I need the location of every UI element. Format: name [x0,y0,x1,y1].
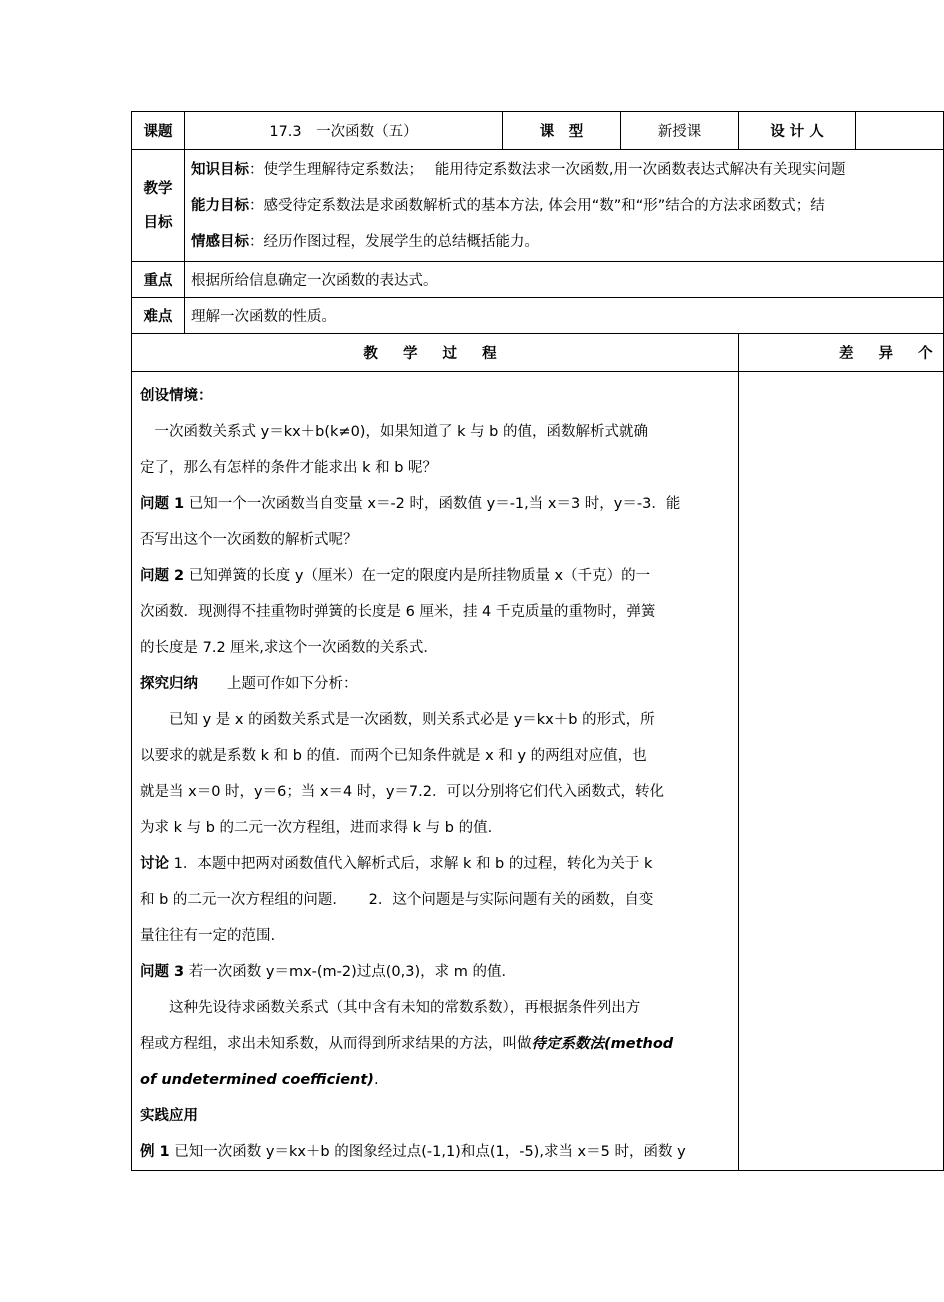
topic-label: 课题 [132,112,185,150]
discuss-line1: 1．本题中把两对函数值代入解析式后，求解 k 和 b 的过程，转化为关于 k [169,856,653,872]
ability-title: 能力目标 [191,197,249,214]
difficulty-row [132,298,944,334]
explore [140,666,730,702]
key-point-text: 根据所给信息确定一次函数的表达式。 [185,262,944,298]
emotion-text: ：经历作图过程，发展学生的总结概括能力。 [249,233,539,250]
emotion-title: 情感目标 [191,233,249,250]
knowledge-title: 知识目标 [191,161,249,178]
q2-title: 问题 2 [140,568,185,584]
analysis-line1: 已知 y 是 x 的函数关系式是一次函数，则关系式必是 y＝kx＋b 的形式，所 [140,712,655,728]
q1-title: 问题 1 [140,496,185,512]
ex1-title: 例 1 [140,1144,170,1160]
objectives-label-line2: 目标 [143,214,173,231]
objectives-label [132,150,185,262]
q3-title: 问题 3 [140,964,185,980]
method-line2 [140,1026,730,1062]
key-point-row [132,262,944,298]
topic-value: 17.3 一次函数（五） [185,112,503,150]
question-3 [140,954,730,990]
key-point-label: 重点 [132,262,185,298]
diff-header: 差 异 个 [739,334,944,372]
designer-value [856,112,944,150]
example-1 [140,1134,730,1170]
difficulty-text: 理解一次函数的性质。 [185,298,944,334]
header-row [132,112,944,150]
intro-line1: 一次函数关系式 y＝kx＋b(k≠0)，如果知道了 k 与 b 的值，函数解析式就确 [140,424,648,440]
q1-line1: 已知一个一次函数当自变量 x＝-2 时，函数值 y＝-1,当 x＝3 时，y＝-3．能 [184,496,681,512]
ability-text: ：感受待定系数法是求函数解析式的基本方法, 体会用“数”和“形”结合的方法求函数式；结 [249,197,825,214]
knowledge-objective [191,152,943,188]
q3-line1: 若一次函数 y＝mx-(m-2)过点(0,3)，求 m 的值． [184,964,516,980]
discuss [140,846,730,882]
analysis-line2: 以要求的就是系数 k 和 b 的值．而两个已知条件就是 x 和 y 的两组对应值，也 [140,748,647,764]
q2-line3: 的长度是 7.2 厘米,求这个一次函数的关系式． [140,640,438,656]
objectives-row [132,150,944,262]
type-value: 新授课 [621,112,739,150]
difficulty-label: 难点 [132,298,185,334]
emotion-objective [191,224,943,260]
method-line2a: 程或方程组，求出未知系数，从而得到所求结果的方法，叫做 [140,1036,532,1052]
method-line3 [140,1062,730,1098]
analysis-line4: 为求 k 与 b 的二元一次方程组，进而求得 k 与 b 的值. [140,820,493,836]
method-line1: 这种先设待求函数关系式（其中含有未知的常数系数），再根据条件列出方 [140,1000,641,1016]
question-2 [140,558,730,594]
lesson-plan-table [131,111,944,1171]
ability-objective [191,188,943,224]
discuss-line2: 和 b 的二元一次方程组的问题． 2．这个问题是与实际问题有关的函数，自变 [140,892,654,908]
question-1 [140,486,730,522]
ex1-line1: 已知一次函数 y＝kx＋b 的图象经过点(-1,1)和点(1，-5),求当 x＝5 时，函数 y [169,1144,686,1160]
q2-line1: 已知弹簧的长度 y（厘米）在一定的限度内是所挂物质量 x（千克）的一 [184,568,651,584]
process-header: 教 学 过 程 [132,334,739,372]
diff-content [739,372,944,1171]
discuss-line3: 量往往有一定的范围. [140,928,276,944]
method-end: . [373,1072,379,1088]
explore-text: 上题可作如下分析： [198,676,358,692]
process-content [132,372,739,1171]
process-body-row [132,372,944,1171]
practice-title: 实践应用 [140,1108,198,1124]
process-header-row [132,334,944,372]
explore-title: 探究归纳 [140,676,198,692]
q1-line2: 否写出这个一次函数的解析式呢？ [140,532,358,548]
q2-line2: 次函数．现测得不挂重物时弹簧的长度是 6 厘米，挂 4 千克质量的重物时，弹簧 [140,604,656,620]
type-label: 课 型 [503,112,621,150]
analysis-line3: 就是当 x＝0 时，y＝6；当 x＝4 时，y＝7.2．可以分别将它们代入函数式，转化 [140,784,664,800]
method-term: 待定系数法(method [531,1036,674,1052]
scenario-title: 创设情境： [140,388,213,404]
objectives-label-line1: 教学 [143,180,173,197]
discuss-title: 讨论 [140,856,169,872]
objectives-content [185,150,944,262]
intro-line2: 定了，那么有怎样的条件才能求出 k 和 b 呢？ [140,460,438,476]
knowledge-text: ：使学生理解待定系数法； 能用待定系数法求一次函数,用一次函数表达式解决有关现实问题 [249,161,846,178]
designer-label: 设 计 人 [739,112,856,150]
method-term2: of undetermined coefficient) [140,1072,374,1088]
